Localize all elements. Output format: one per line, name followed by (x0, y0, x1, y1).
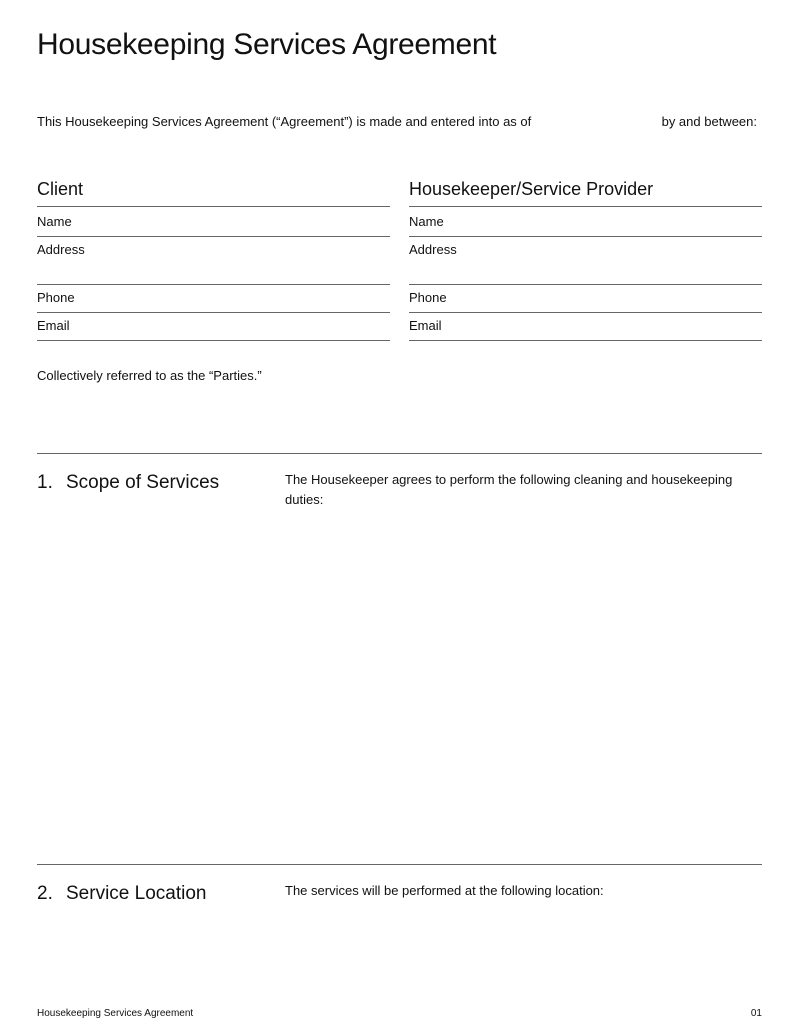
divider (37, 340, 390, 341)
client-phone-field[interactable]: Phone (37, 290, 75, 305)
section-title: Scope of Services (66, 472, 220, 493)
divider (37, 206, 390, 207)
divider (37, 312, 390, 313)
footer-title: Housekeeping Services Agreement (37, 1008, 194, 1019)
provider-heading: Housekeeper/Service Provider (409, 179, 654, 199)
provider-name-field[interactable]: Name (409, 214, 444, 229)
client-email-field[interactable]: Email (37, 318, 70, 333)
divider (409, 340, 762, 341)
section-number: 2. (37, 883, 53, 904)
divider (409, 284, 762, 285)
intro-text-end: by and between: (661, 114, 757, 129)
divider (37, 284, 390, 285)
divider (37, 236, 390, 237)
divider (409, 206, 762, 207)
section-title: Service Location (66, 883, 207, 904)
section-body: The Housekeeper agrees to perform the following cleaning and housekeeping duties: (285, 472, 733, 507)
provider-phone-field[interactable]: Phone (409, 290, 447, 305)
page-number: 01 (750, 1008, 762, 1019)
provider-address-field[interactable]: Address (409, 242, 457, 257)
section-number: 1. (37, 472, 53, 493)
parties-note: Collectively referred to as the “Parties.” (37, 368, 262, 383)
divider (409, 236, 762, 237)
document-title: Housekeeping Services Agreement (37, 28, 497, 61)
section-divider (37, 864, 762, 865)
section-body: The services will be performed at the following location: (285, 883, 604, 898)
client-address-field[interactable]: Address (37, 242, 85, 257)
intro-text: This Housekeeping Services Agreement (“Agreement”) is made and entered into as of (37, 114, 532, 129)
client-name-field[interactable]: Name (37, 214, 72, 229)
section-divider (37, 453, 762, 454)
divider (409, 312, 762, 313)
client-heading: Client (37, 179, 84, 199)
provider-email-field[interactable]: Email (409, 318, 442, 333)
